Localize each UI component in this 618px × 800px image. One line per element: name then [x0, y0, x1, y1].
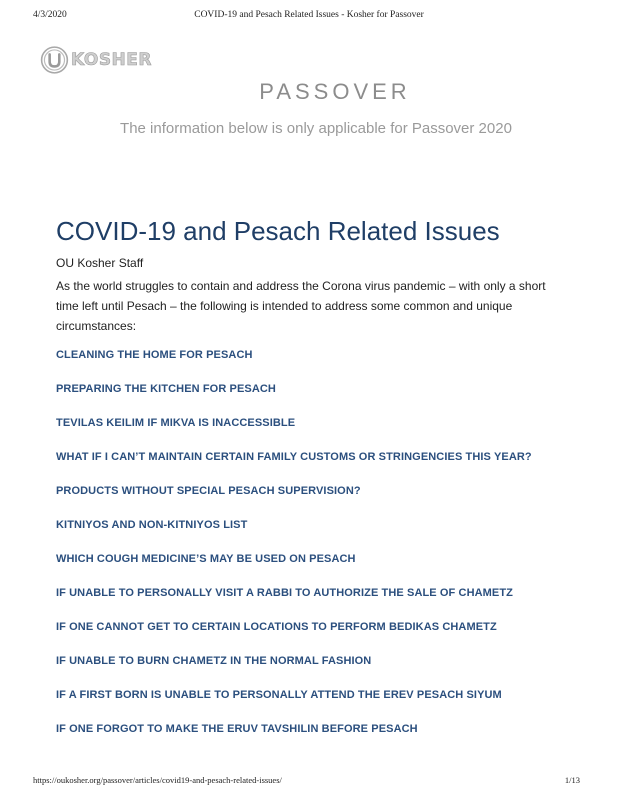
article-title: COVID-19 and Pesach Related Issues [56, 216, 500, 246]
article-author: OU Kosher Staff [56, 256, 144, 270]
ou-kosher-logo[interactable] [40, 42, 152, 78]
topic-link[interactable]: PRODUCTS WITHOUT SPECIAL PESACH SUPERVISION? [56, 485, 361, 497]
topic-link[interactable]: IF UNABLE TO BURN CHAMETZ IN THE NORMAL FASHION [56, 655, 372, 667]
topic-link[interactable]: IF ONE CANNOT GET TO CERTAIN LOCATIONS TO PERFORM BEDIKAS CHAMETZ [56, 621, 497, 633]
print-date: 4/3/2020 [33, 10, 67, 20]
print-doc-title: COVID-19 and Pesach Related Issues - Kosher for Passover [194, 10, 424, 20]
section-title: PASSOVER [259, 79, 411, 104]
topic-link[interactable]: TEVILAS KEILIM IF MIKVA IS INACCESSIBLE [56, 417, 296, 429]
topic-link[interactable]: WHICH COUGH MEDICINE’S MAY BE USED ON PESACH [56, 553, 356, 565]
print-url: https://oukosher.org/passover/articles/covid19-and-pesach-related-issues/ [33, 775, 282, 785]
article-intro: As the world struggles to contain and address the Corona virus pandemic – with only a short time left until Pesach – the following is intended to address some common and unique circumstances: [56, 279, 546, 333]
topic-link[interactable]: PREPARING THE KITCHEN FOR PESACH [56, 383, 276, 395]
topic-link[interactable]: IF A FIRST BORN IS UNABLE TO PERSONALLY ATTEND THE EREV PESACH SIYUM [56, 689, 502, 701]
topic-link[interactable]: IF UNABLE TO PERSONALLY VISIT A RABBI TO AUTHORIZE THE SALE OF CHAMETZ [56, 587, 514, 599]
print-page-number: 1/13 [564, 775, 580, 785]
topic-link[interactable]: WHAT IF I CAN’T MAINTAIN CERTAIN FAMILY CUSTOMS OR STRINGENCIES THIS YEAR? [56, 451, 532, 463]
logo-text: KOSHER [70, 50, 152, 70]
section-subtitle: The information below is only applicable for Passover 2020 [120, 120, 512, 137]
topic-link[interactable]: IF ONE FORGOT TO MAKE THE ERUV TAVSHILIN BEFORE PESACH [56, 723, 418, 735]
ou-kosher-logo-icon [40, 42, 69, 78]
topic-link[interactable]: KITNIYOS AND NON-KITNIYOS LIST [56, 519, 248, 531]
topic-list [56, 347, 586, 755]
topic-link[interactable]: CLEANING THE HOME FOR PESACH [56, 349, 253, 361]
